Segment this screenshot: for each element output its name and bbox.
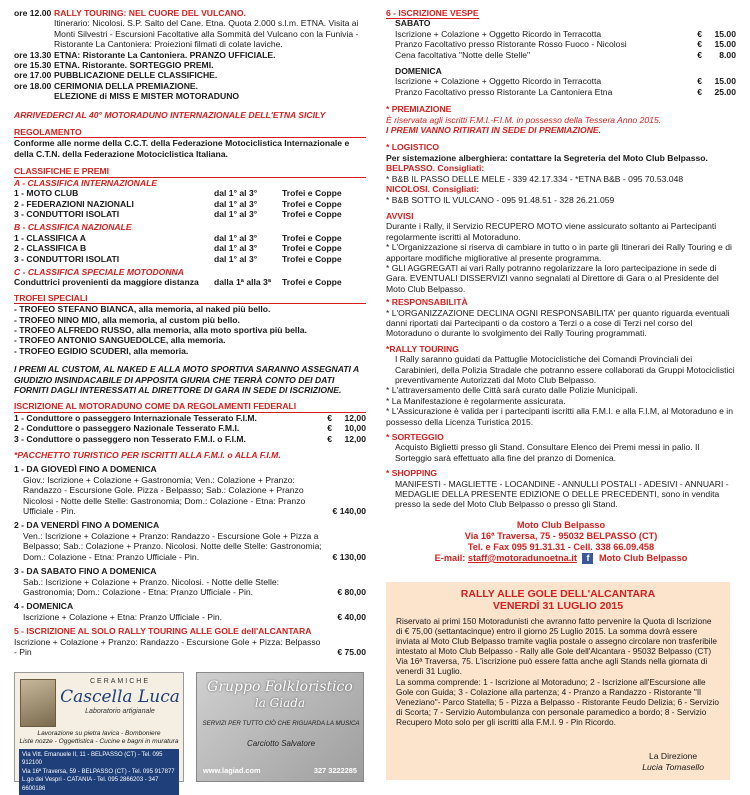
alcantara-paragraph: La somma comprende: 1 - Iscrizione al Motoraduno; 2 - Iscrizione all'Escursione alle Gole con Guida; 3 - Colazione alla partenza; 4 - Pranzo a Randazzo - Ristorante "Il Veneziano"- Parco Statella; 5 - Pizza a Belpasso - Ristorante Feudo Delizia; 6 - Servizio di Scorta; 7 - Servizio Autombulanza con personale paramedico a bordo; 8 - Servizio Recupero Moto solo per gli iscritti alla F.M.I. 9 - Pin Ricordo. [396, 677, 719, 727]
avvisi-text: * L'Organizzazione si riserva di cambiare in tutto o in parte gli Itinerari dei Rally Touring e di apportare modifiche migliorative al presente programma. [386, 242, 732, 263]
schedule-row [14, 8, 366, 50]
rally-touring-text: * La Manifestazione è regolarmente assicurata. [386, 395, 566, 406]
logistico-nicolosi: NICOLOSI. Consigliati: [386, 184, 480, 195]
rally-touring-text: * L'attraversamento delle Città sarà curato dalle Polizie Municipali. [386, 385, 638, 396]
responsabilita-text: * L'ORGANIZZAZIONE DECLINA OGNI RESPONSABILITA' per quanto riguarda eventuali danni riportati dai Partecipanti o da costoro a Terzi o a cose di Terzi nel corso del Motoraduno o durante lo svolgimento dei Rally Touring programmati. [386, 307, 730, 339]
ad-gruppo-phone: 327 3222285 [313, 766, 357, 775]
responsabilita-heading: * RESPONSABILITÀ [386, 297, 468, 308]
schedule-time: ore 18.00 [14, 80, 52, 91]
classifica-group-title: C - CLASSIFICA SPECIALE MOTODONNA [14, 266, 184, 277]
iscrizione-row: 3 - Conduttore o passeggero non Tesserato F.M.I. o F.I.M. € 12,00 [14, 433, 366, 444]
rally-touring-text: I Rally saranno guidati da Pattuglie Motociclistiche dei Comandi Provinciali dei Carabinieri, della Polizia Stradale che potranno essere collaborati da Gruppi Motociclistici preventivamente Autorizzati dal Moto Club Belpasso. [395, 354, 735, 385]
pacchetto-item [14, 566, 366, 597]
avvisi-text: * GLI AGGREGATI ai vari Rally potranno regolarizzare la loro partecipazione in sede di Gara. EVENTUALI DISSERVIZI vanno segnalati al Direttore di Gara o al Presidente del Moto Club Belpasso. [386, 262, 719, 294]
contact-block [386, 520, 736, 564]
schedule-detail: ELEZIONE di MISS E MISTER MOTORADUNO [54, 91, 240, 102]
classifica-row: 2 - FEDERAZIONI NAZIONALI dal 1° al 3° Trofei e Coppe [14, 198, 342, 209]
alcantara-box [386, 582, 730, 780]
vespe-row: Pranzo Facoltativo presso Ristorante La Cantoniera Etna € 25.00 [395, 86, 736, 97]
classifica-row: 1 - MOTO CLUB dal 1° al 3° Trofei e Coppe [14, 188, 342, 199]
ad-gruppo-folkloristico [196, 672, 364, 782]
pacchetto-heading: *PACCHETTO TURISTICO PER ISCRITTI ALLA F.M.I. o ALLA F.I.M. [14, 450, 281, 461]
vespe-day: DOMENICA [395, 66, 442, 77]
contact-address: Via 16ª Traversa, 75 - 95032 BELPASSO (CT) [464, 530, 658, 541]
schedule [14, 8, 366, 102]
ad-cascella-address: Via Vitt. Emanuele II, 11 - BELPASSO (CT) - Tel. 095 912100 Via 16ª Traversa, 59 - BELPASSO (CT) - Tel. 095 917877 L.go dei Vespri - CATANIA - Tel. 095 2866203 - 347 6600186 [19, 749, 179, 795]
vespe-day: SABATO [395, 18, 431, 29]
schedule-title: ETNA: Ristorante La Cantoniera. PRANZO UFFICIALE. [54, 49, 276, 60]
left-column [14, 8, 366, 657]
regolamento-text: Conforme alle norme della C.C.T. della Federazione Motociclistica Internazionale e della C.T.N. della Federazione Motociclistica Italiana. [14, 138, 350, 159]
classifica-row: 3 - CONDUTTORI ISOLATI dal 1° al 3° Trofei e Coppe [14, 253, 342, 264]
vespe-row: Iscrizione + Colazione + Oggetto Ricordo in Terracotta € 15.00 [395, 28, 736, 39]
iscrizione-row: 1 - Conduttore o passeggero Internazionale Tesserato F.I.M. € 12,00 [14, 412, 366, 423]
ad-gruppo-web: www.lagiad.com [203, 766, 261, 775]
classifica-row: 1 - CLASSIFICA A dal 1° al 3° Trofei e Coppe [14, 232, 342, 243]
pacchetto-text: Sab.: Iscrizione + Colazione + Pranzo. Nicolosi. - Notte delle Stelle: Gastronomia; Dom.: Colazione - Etna: Pranzo Ufficiale - Pin. [23, 576, 280, 597]
ad-gruppo-person: Carciotto Salvatore [246, 739, 316, 748]
schedule-title: ETNA. Ristorante. SORTEGGIO PREMI. [54, 60, 214, 71]
pacchetto-text: Iscrizione + Colazione + Etna: Pranzo Ufficiale - Pin. [23, 611, 223, 622]
schedule-title: PUBBLICAZIONE DELLE CLASSIFICHE. [54, 70, 218, 81]
alcantara-paragraph: Riservato ai primi 150 Motoradunisti che avranno fatto pervenire la Quota di Iscrizione di € 75,00 (settantacinque) entro il giorno 25 Luglio 2015. La somma dovrà essere inviata al Moto Club Belpasso tramite vaglia postale o assegno circolare non trasferibile intestato al Moto Club Belpasso - Rally alle Gole dell'Alcantara - 95032 Belpasso (CT) Via 16ª Traversa, 75. L'iscrizione può essere fatta anche agli Stands nella giornata di venerdì 31 Luglio. [396, 616, 717, 676]
alcantara-date: VENERDÌ 31 LUGLIO 2015 [492, 600, 624, 612]
trofei-heading: TROFEI SPECIALI [14, 293, 366, 304]
sorteggio-heading: * SORTEGGIO [386, 432, 444, 443]
pacchetto-text: Iscrizione + Colazione + Pranzo: Randazzo - Escursione Gole + Pizza: Belpasso - Pin [14, 636, 321, 657]
contact-name: Moto Club Belpasso [516, 519, 606, 530]
alcantara-signature-name: Lucia Tomasello [642, 761, 704, 772]
pacchetto-price: € 140,00 [332, 506, 366, 517]
schedule-row [14, 81, 366, 102]
ad-cascella-luca [14, 672, 184, 792]
pacchetto-price: € 80,00 [337, 586, 366, 597]
pacchetto-item [14, 520, 366, 562]
logistico-belpasso-list: * B&B IL PASSO DELLE MELE - 339 42.17.334 - *ETNA B&B - 095 70.53.048 [386, 173, 684, 184]
alcantara-title: RALLY ALLE GOLE DELL'ALCANTARA [460, 588, 656, 600]
classifica-row: 3 - CONDUTTORI ISOLATI dal 1° al 3° Trofei e Coppe [14, 208, 342, 219]
shopping-heading: * SHOPPING [386, 468, 438, 479]
pacchetto-price: € 75.00 [337, 646, 366, 657]
pacchetto-text: Ven.: Iscrizione + Colazione + Pranzo: Randazzo - Escursione Gole + Pizza a Belpasso; Sab.: Colazione + Pranzo. Nicolosi. Notte delle Stelle: Gastronomia; Dom.: Colazione - Etna: Pranzo Ufficiale - Pin. [23, 530, 322, 562]
ad-cascella-line: Lavorazione su pietra lavica - Bomboniere [37, 730, 161, 737]
pacchetto-item [14, 626, 366, 657]
right-column [386, 8, 736, 564]
contact-phone: Tel. e Fax 095 91.31.31 - Cell. 338 66.09.458 [467, 541, 655, 552]
ad-cascella-sub: Laboratorio artigianale [85, 708, 155, 716]
alcantara-signature-role: La Direzione [648, 751, 698, 762]
schedule-detail: Itinerario: Nicolosi. S.P. Salto del Cane. Etna. Quota 2.000 s.l.m. ETNA. Visita ai Monti Silvestri - Escursioni Facoltative alla Sommità del Vulcano con la Funivia - Ristorante La Cantoniera: Proiezioni filmati di colate laviche. [54, 18, 359, 50]
pacchetto-price: € 130,00 [332, 551, 366, 562]
trofeo-item: - TROFEO EGIDIO SCUDERI, alla memoria. [14, 345, 189, 356]
vespe-row: Cena facoltativa "Notte delle Stelle" € 8.00 [395, 49, 736, 60]
pacchetto-text: Giov.: Iscrizione + Colazione + Gastronomia; Ven.: Colazione + Pranzo: Randazzo - Escursione Gole. Pizza - Belpasso; Sab.: Colazione + Pranzo Nicolosi - Notte delle Stelle: Gastronomia; Dom.: Colazione - Etna: Pranzo Ufficiale - Pin. [23, 474, 306, 517]
schedule-row [14, 50, 366, 60]
pacchetto-item [14, 464, 366, 516]
pacchetto-title: 3 - DA SABATO FINO A DOMENICA [14, 566, 157, 577]
logistico-intro: Per sistemazione alberghiera: contattare la Segreteria del Moto Club Belpasso. [386, 152, 708, 163]
logistico-belpasso: BELPASSO. Consigliati: [386, 163, 485, 174]
trofeo-item: - TROFEO NINO MIO, alla memoria, al custom più bello. [14, 314, 240, 325]
facebook-icon[interactable]: f [582, 553, 593, 564]
schedule-time: ore 12.00 [14, 8, 52, 18]
schedule-time: ore 17.00 [14, 70, 52, 81]
ad-gruppo-slogan: SERVIZI PER TUTTO CIÒ CHE RIGUARDA LA MUSICA [202, 720, 360, 727]
classifica-group-title: B - CLASSIFICA NAZIONALE [14, 222, 132, 233]
trofei-note: I PREMI AL CUSTOM, AL NAKED E ALLA MOTO SPORTIVA SARANNO ASSEGNATI A GIUDIZIO INSINDACABILE DI APPOSITA GIURIA CHE TERRÀ CONTO DEI DATI FORNITI DAGLI INTERESSATI AL DIRETTORE DI GARA IN SEDE DI ISCRIZIONE. [14, 364, 359, 395]
pacchetto-title: 4 - DOMENICA [14, 601, 74, 612]
schedule-time: ore 15.30 [14, 60, 52, 71]
classifica-group-title: A - CLASSIFICA INTERNAZIONALE [14, 177, 158, 188]
ceramics-image [20, 679, 56, 727]
vespe-row: Iscrizione + Colazione + Oggetto Ricordo in Terracotta € 15.00 [395, 76, 736, 87]
schedule-title: RALLY TOURING: NEL CUORE DEL VULCANO. [54, 8, 246, 18]
avvisi-text: Durante i Rally, il Servizio RECUPERO MOTO viene assicurato soltanto ai Partecipanti regolarmente iscritti al Motoraduno. [386, 221, 717, 242]
ad-cascella-name: Cascella Luca [60, 687, 180, 708]
pacchetto-title: 5 - ISCRIZIONE AL SOLO RALLY TOURING ALLE GOLE dell'ALCANTARA [14, 626, 312, 637]
premiazione-text: I PREMI VANNO RITIRATI IN SEDE DI PREMIAZIONE. [386, 125, 602, 136]
iscrizione-heading: ISCRIZIONE AL MOTORADUNO COME DA REGOLAMENTI FEDERALI [14, 401, 366, 412]
classifica-row: Conduttrici provenienti da maggiore distanza dalla 1ª alla 3ª Trofei e Coppe [14, 277, 342, 288]
iscrizione-row: 2 - Conduttore o passeggero Nazionale Tesserato F.M.I. € 10,00 [14, 423, 366, 434]
trofeo-item: - TROFEO ALFREDO RUSSO, alla memoria, alla moto sportiva più bella. [14, 324, 307, 335]
schedule-row [14, 60, 366, 70]
logistico-nicolosi-list: * B&B SOTTO IL VULCANO - 095 91.48.51 - 328 26.21.059 [386, 194, 615, 205]
classifiche-heading: CLASSIFICHE E PREMI [14, 166, 366, 177]
pacchetto-title: 1 - DA GIOVEDÌ FINO A DOMENICA [14, 464, 157, 475]
ad-cascella-top: CERAMICHE [89, 678, 150, 685]
ad-cascella-line: Liste nozze - Oggettistica - Cucine e bagni in muratura [19, 738, 179, 745]
farewell-heading: ARRIVEDERCI AL 40° MOTORADUNO INTERNAZIONALE DELL'ETNA SICILY [14, 109, 326, 120]
schedule-row [14, 70, 366, 80]
premiazione-heading: * PREMIAZIONE [386, 104, 452, 115]
avvisi-heading: AVVISI [386, 210, 414, 221]
schedule-time: ore 13.30 [14, 49, 52, 60]
premiazione-text: È riservata agli iscritti F.M.I.-F.I.M. in possesso della Tessera Anno 2015. [386, 114, 662, 125]
logistico-heading: * LOGISTICO [386, 142, 439, 153]
regolamento-heading: REGOLAMENTO [14, 127, 366, 138]
trofeo-item: - TROFEO ANTONIO SANGUEDOLCE, alla memoria. [14, 335, 226, 346]
classifica-row: 2 - CLASSIFICA B dal 1° al 3° Trofei e Coppe [14, 243, 342, 254]
pacchetto-title: 2 - DA VENERDÌ FINO A DOMENICA [14, 520, 160, 531]
ad-gruppo-title: Gruppo Folkloristico [207, 679, 353, 695]
contact-email-label: E-mail: [434, 552, 466, 563]
trofeo-item: - TROFEO STEFANO BIANCA, alla memoria, al naked più bello. [14, 304, 271, 315]
rally-touring-text: * L'Assicurazione è valida per i partecipanti iscritti alla F.M.I. e alla F.I.M, al Motoraduno e in possesso della Licenza Turistica 2015. [386, 406, 733, 427]
sorteggio-text: Acquisto Biglietti presso gli Stand. Consultare Elenco dei Premi messi in palio. Il Sorteggio sarà effettuato alla fine del pranzo di Domenica. [395, 442, 700, 463]
schedule-title: CERIMONIA DELLA PREMIAZIONE. [54, 80, 199, 91]
pacchetto-item [14, 601, 366, 622]
contact-email-link[interactable]: staff@motoradunoetna.it [467, 552, 577, 563]
shopping-text: MANIFESTI - MAGLIETTE - LOCANDINE - ANNULLI POSTALI - ADESIVI - ANNUARI - MEDAGLIE DELLA PRESENTE EDIZIONE O DELLE PRECEDENTI, sono in vendita presso la sede del Moto Club Belpasso o presso gli Stand. [395, 478, 729, 510]
rally-touring-heading: *RALLY TOURING [386, 343, 459, 354]
contact-facebook-link[interactable]: Moto Club Belpasso [599, 552, 688, 563]
vespe-heading: 6 - ISCRIZIONE VESPE [386, 8, 479, 18]
vespe-row: Pranzo Facoltativo presso Ristorante Rosso Fuoco - Nicolosi € 15.00 [395, 39, 736, 50]
ad-gruppo-title: la Giada [254, 696, 306, 710]
pacchetto-price: € 40,00 [337, 611, 366, 622]
